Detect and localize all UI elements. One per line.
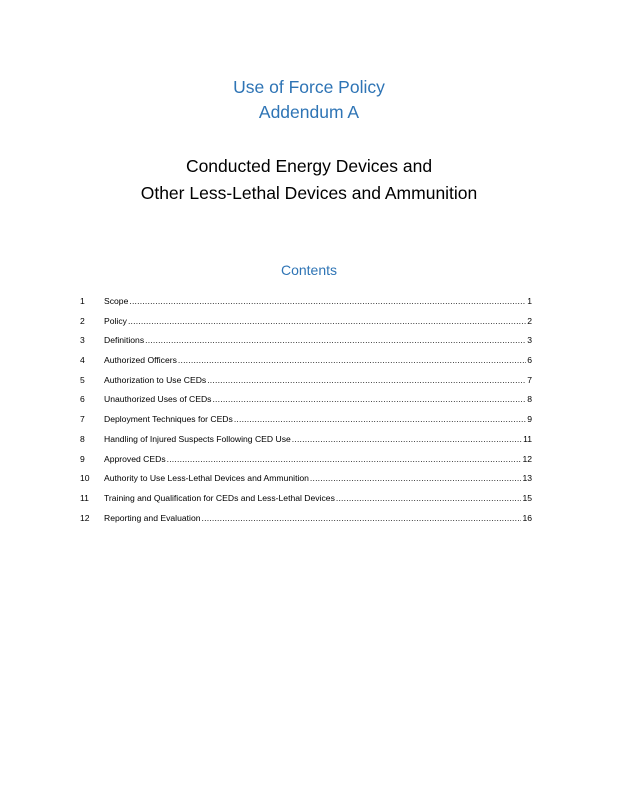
toc-entry-number: 9 [80,453,85,464]
toc-entry-page[interactable]: 12 [522,453,532,464]
toc-entry-page[interactable]: 15 [522,492,532,503]
toc-entry-number: 10 [80,473,90,484]
toc-dot-leader [178,354,526,366]
toc-entry[interactable] [80,433,532,453]
document-subtitle-line1: Conducted Energy Devices and [185,156,433,176]
toc-dot-leader [128,315,526,327]
toc-dot-leader [202,512,522,524]
toc-entry-number: 2 [80,315,85,326]
toc-entry[interactable] [80,512,532,532]
toc-entry-number: 4 [80,355,85,366]
toc-entry-page[interactable]: 11 [523,433,532,444]
toc-entry-title[interactable]: Handling of Injured Suspects Following CED Use [104,433,291,444]
toc-entry[interactable] [80,334,532,354]
toc-entry-number: 7 [80,414,85,425]
toc-entry-title[interactable]: Authorization to Use CEDs [104,374,207,385]
toc-entry-title[interactable]: Authority to Use Less-Lethal Devices and Ammunition [104,473,309,484]
toc-entry[interactable] [80,413,532,433]
toc-dot-leader [129,295,526,307]
title-block [0,75,618,125]
toc-dot-leader [145,334,526,346]
toc-entry[interactable] [80,354,532,374]
document-addendum: Addendum A [258,102,360,122]
toc-entry-number: 11 [80,492,89,503]
toc-entry[interactable] [80,374,532,394]
toc-dot-leader [310,472,522,484]
subtitle-block [0,153,618,207]
toc-entry[interactable] [80,472,532,492]
toc-entry-page[interactable]: 16 [522,512,532,523]
toc-entry-page[interactable]: 6 [527,355,532,366]
toc-entry-title[interactable]: Definitions [104,335,145,346]
toc-entry-page[interactable]: 13 [522,473,532,484]
toc-entry[interactable] [80,492,532,512]
document-subtitle-line2: Other Less-Lethal Devices and Ammunition [140,183,478,203]
toc-entry-title[interactable]: Reporting and Evaluation [104,512,201,523]
toc-dot-leader [212,393,526,405]
toc-dot-leader [167,453,522,465]
toc-entry[interactable] [80,295,532,315]
toc-entry-number: 3 [80,335,85,346]
toc-entry-number: 5 [80,374,85,385]
toc-entry-title[interactable]: Authorized Officers [104,355,177,366]
toc-dot-leader [292,433,522,445]
toc-entry-page[interactable]: 7 [527,374,532,385]
toc-entry-number: 1 [80,296,85,306]
toc-entry-number: 12 [80,512,90,523]
toc-entry-title[interactable]: Approved CEDs [104,453,166,464]
toc-entry-title[interactable]: Unauthorized Uses of CEDs [104,394,212,405]
toc-entry-title[interactable]: Policy [104,315,127,326]
toc-entry-title[interactable]: Scope [104,296,129,306]
toc-entry-page[interactable]: 1 [527,296,532,306]
document-title: Use of Force Policy [233,77,385,97]
toc-entry-page[interactable]: 9 [527,414,532,425]
toc-entry[interactable] [80,453,532,473]
toc-entry-number: 6 [80,394,85,405]
toc-dot-leader [336,492,522,504]
toc-entry-title[interactable]: Deployment Techniques for CEDs [104,414,233,425]
contents-heading: Contents [280,262,338,278]
toc-entry-page[interactable]: 2 [527,315,532,326]
toc-entry-number: 8 [80,433,85,444]
toc-dot-leader [207,374,526,386]
toc-entry-page[interactable]: 3 [527,335,532,346]
toc-dot-leader [234,413,526,425]
toc-entry[interactable] [80,315,532,335]
toc-entry-page[interactable]: 8 [527,394,532,405]
toc-entry-title[interactable]: Training and Qualification for CEDs and Less-Lethal Devices [104,492,335,503]
table-of-contents [80,295,532,531]
toc-entry[interactable] [80,393,532,413]
